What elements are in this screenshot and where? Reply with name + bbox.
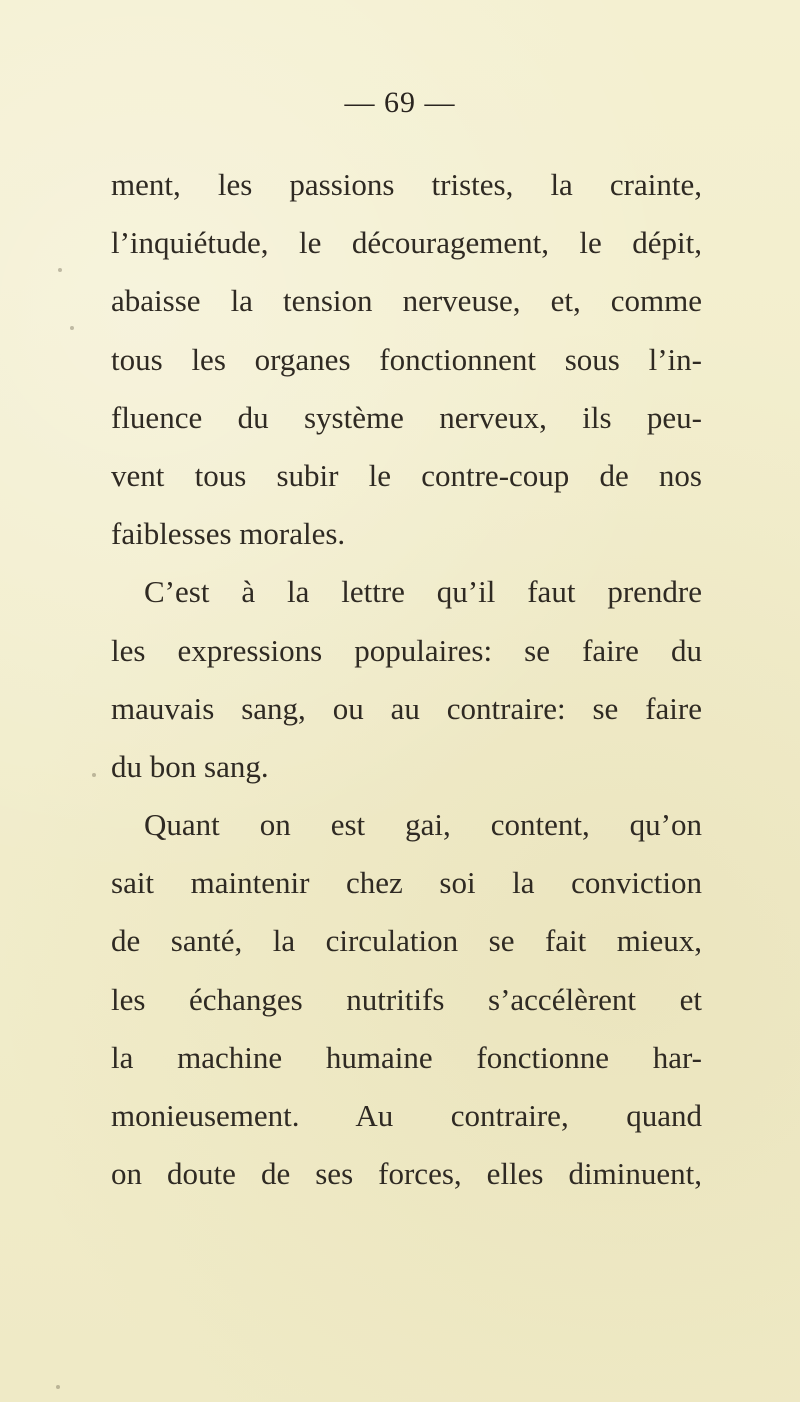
text-line: abaisse la tension nerveuse, et, comme <box>111 283 702 319</box>
text-line: de santé, la circulation se fait mieux, <box>111 923 702 959</box>
paper-speck <box>58 268 62 272</box>
paper-speck <box>56 1385 60 1389</box>
text-line: ment, les passions tristes, la crainte, <box>111 167 702 202</box>
text-line: la machine humaine fonctionne har- <box>111 1039 702 1075</box>
text-line: les échanges nutritifs s’accélèrent et <box>111 981 702 1017</box>
text-line: faiblesses morales. <box>111 516 346 552</box>
text-line: du bon sang. <box>111 748 269 784</box>
text-line: vent tous subir le contre-coup de nos <box>111 457 702 493</box>
text-line: sait maintenir chez soi la conviction <box>111 865 702 901</box>
page-number: — 69 — <box>344 86 456 119</box>
text-line: l’inquiétude, le découragement, le dépit, <box>111 225 702 261</box>
text-line: les expressions populaires: se faire du <box>111 632 702 668</box>
text-line: Quant on est gai, content, qu’on <box>144 807 702 843</box>
text-line: tous les organes fonctionnent sous l’in- <box>111 341 702 377</box>
text-line: C’est à la lettre qu’il faut prendre <box>144 574 702 610</box>
body-text <box>111 156 702 1203</box>
text-line: monieusement. Au contraire, quand <box>111 1098 702 1133</box>
text-line: fluence du système nerveux, ils peu- <box>111 399 702 435</box>
paper-speck <box>70 326 74 330</box>
text-line: on doute de ses forces, elles diminuent, <box>111 1156 702 1192</box>
text-line: mauvais sang, ou au contraire: se faire <box>111 690 702 726</box>
paper-speck <box>92 773 96 777</box>
